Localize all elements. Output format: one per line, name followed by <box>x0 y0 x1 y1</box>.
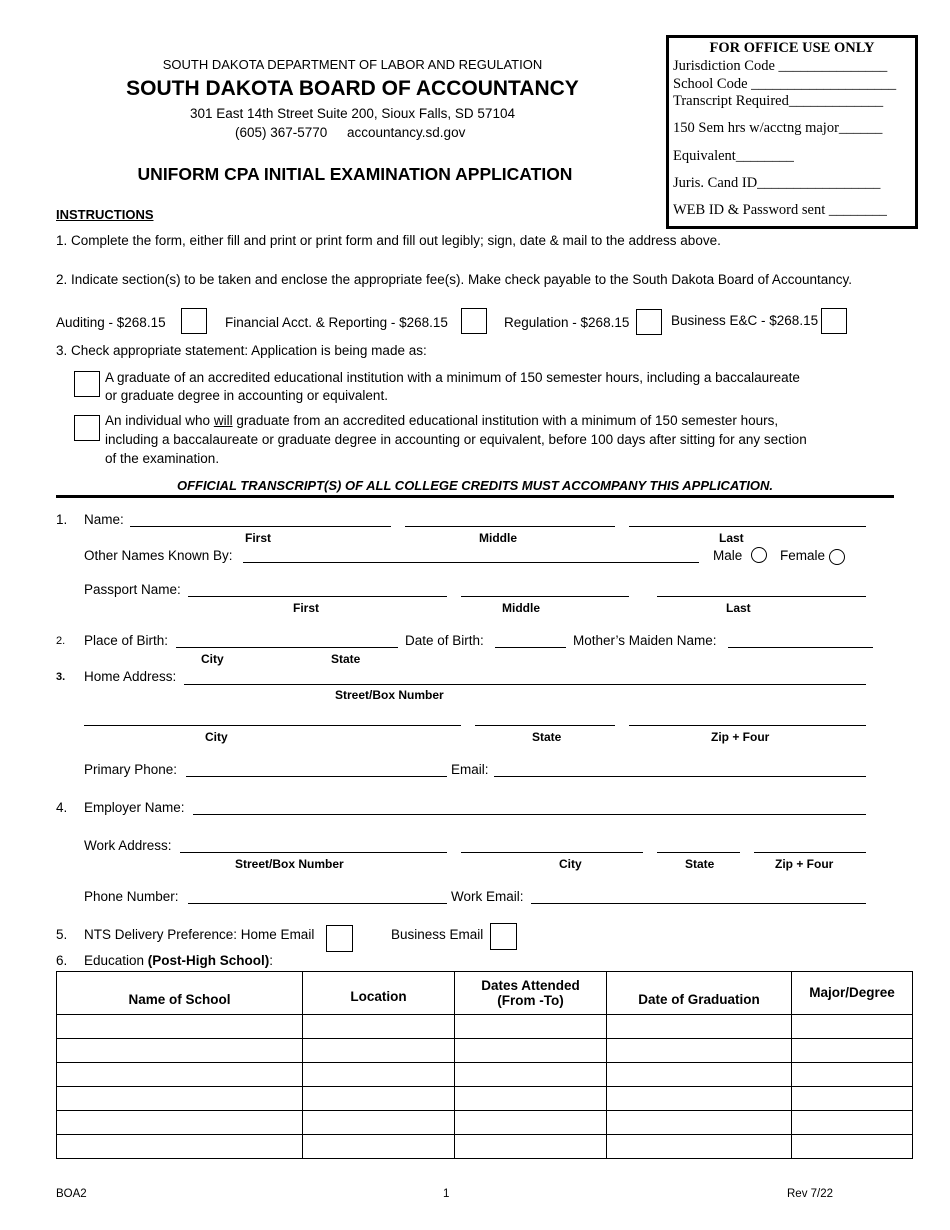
dates-cell[interactable] <box>455 1063 607 1087</box>
last-name-input[interactable] <box>629 526 866 527</box>
passport-last-caption: Last <box>726 601 751 615</box>
work-address-label: Work Address: <box>84 838 172 853</box>
statement-will-graduate-line3: of the examination. <box>105 451 220 466</box>
passport-name-label: Passport Name: <box>84 582 181 597</box>
home-address-label: Home Address: <box>84 669 177 684</box>
col-major-degree: Major/Degree <box>792 972 913 1015</box>
other-names-input[interactable] <box>243 562 699 563</box>
home-street-input[interactable] <box>184 684 866 685</box>
form-title: UNIFORM CPA INITIAL EXAMINATION APPLICATION <box>137 164 573 184</box>
school-cell[interactable] <box>57 1135 303 1159</box>
email-label: Email: <box>451 762 489 777</box>
section-business-checkbox[interactable] <box>821 308 847 334</box>
instruction-1: 1. Complete the form, either fill and print or print form and fill out legibly; sign, date & mail to the address above. <box>56 233 721 248</box>
work-email-label: Work Email: <box>451 889 524 904</box>
office-use-title: FOR OFFICE USE ONLY <box>709 40 875 56</box>
statement-will-graduate-line1 <box>105 413 778 428</box>
location-cell[interactable] <box>303 1063 455 1087</box>
first-name-input[interactable] <box>130 526 391 527</box>
statement-will-graduate-line2: including a baccalaureate or graduate degree in accounting or equivalent, before 100 days after sitting for any section <box>105 432 807 447</box>
instructions-heading: INSTRUCTIONS <box>56 207 154 222</box>
work-city-caption: City <box>559 857 582 871</box>
table-row <box>57 1135 913 1159</box>
footer-revision: Rev 7/22 <box>787 1188 834 1200</box>
office-juris-cand-id: Juris. Cand ID_________________ <box>673 175 881 191</box>
education-label <box>84 953 273 968</box>
office-150-sem-hrs: 150 Sem hrs w/acctng major______ <box>673 120 883 136</box>
item-number-6: 6. <box>56 953 68 968</box>
passport-middle-input[interactable] <box>461 596 629 597</box>
office-school-code: School Code ____________________ <box>673 76 897 92</box>
school-cell[interactable] <box>57 1063 303 1087</box>
footer-page-number: 1 <box>443 1188 450 1200</box>
home-zip-input[interactable] <box>629 725 866 726</box>
item-number-3: 3. <box>56 671 66 683</box>
work-street-caption: Street/Box Number <box>235 857 344 871</box>
instruction-2: 2. Indicate section(s) to be taken and enclose the appropriate fee(s). Make check payable to the South Dakota Board of Accountancy. <box>56 272 852 287</box>
section-far-label: Financial Acct. & Reporting - $268.15 <box>225 315 448 330</box>
board-address: 301 East 14th Street Suite 200, Sioux Falls, SD 57104 <box>190 106 515 121</box>
major-cell[interactable] <box>792 1111 913 1135</box>
passport-last-input[interactable] <box>657 596 866 597</box>
work-street-input[interactable] <box>180 852 447 853</box>
nts-home-email-label: NTS Delivery Preference: Home Email <box>84 927 315 942</box>
section-auditing-label: Auditing - $268.15 <box>56 315 166 330</box>
home-zip-caption: Zip + Four <box>711 730 770 744</box>
education-label-pre: Education <box>84 953 148 968</box>
education-table <box>56 971 913 1159</box>
mothers-maiden-name-input[interactable] <box>728 647 873 648</box>
work-state-caption: State <box>685 857 715 871</box>
section-regulation-label: Regulation - $268.15 <box>504 315 630 330</box>
item-number-2: 2. <box>56 635 66 647</box>
instruction-3: 3. Check appropriate statement: Application is being made as: <box>56 343 427 358</box>
location-cell[interactable] <box>303 1111 455 1135</box>
graduation-cell[interactable] <box>607 1111 792 1135</box>
graduation-cell[interactable] <box>607 1135 792 1159</box>
place-of-birth-label: Place of Birth: <box>84 633 169 648</box>
section-divider <box>56 495 894 498</box>
major-cell[interactable] <box>792 1039 913 1063</box>
home-street-caption: Street/Box Number <box>335 688 444 702</box>
office-web-id-password: WEB ID & Password sent ________ <box>673 202 887 218</box>
middle-caption: Middle <box>479 531 517 545</box>
graduation-cell[interactable] <box>607 1015 792 1039</box>
male-radio[interactable] <box>751 547 767 563</box>
table-row <box>57 1087 913 1111</box>
dates-cell[interactable] <box>455 1135 607 1159</box>
female-radio[interactable] <box>829 549 845 565</box>
phone-number-input[interactable] <box>188 903 447 904</box>
school-cell[interactable] <box>57 1015 303 1039</box>
location-cell[interactable] <box>303 1039 455 1063</box>
statement-will-graduate-pre: An individual who <box>105 413 214 428</box>
primary-phone-input[interactable] <box>186 776 447 777</box>
statement-graduate-checkbox[interactable] <box>74 371 100 397</box>
primary-phone-label: Primary Phone: <box>84 762 178 777</box>
nts-home-email-checkbox[interactable] <box>326 925 353 952</box>
section-business-label: Business E&C - $268.15 <box>671 313 819 328</box>
birth-city-caption: City <box>201 652 224 666</box>
statement-will-graduate-post: graduate from an accredited educational institution with a minimum of 150 semester hours, <box>232 413 779 428</box>
school-cell[interactable] <box>57 1039 303 1063</box>
work-email-input[interactable] <box>531 903 866 904</box>
major-cell[interactable] <box>792 1135 913 1159</box>
location-cell[interactable] <box>303 1087 455 1111</box>
major-cell[interactable] <box>792 1087 913 1111</box>
major-cell[interactable] <box>792 1063 913 1087</box>
dates-cell[interactable] <box>455 1015 607 1039</box>
work-zip-caption: Zip + Four <box>775 857 834 871</box>
passport-first-input[interactable] <box>188 596 447 597</box>
transcript-notice: OFFICIAL TRANSCRIPT(S) OF ALL COLLEGE CREDITS MUST ACCOMPANY THIS APPLICATION. <box>176 478 774 493</box>
name-label: Name: <box>84 512 124 527</box>
col-date-of-graduation: Date of Graduation <box>607 972 792 1015</box>
home-city-caption: City <box>205 730 228 744</box>
nts-business-email-checkbox[interactable] <box>490 923 517 950</box>
home-state-caption: State <box>532 730 562 744</box>
passport-first-caption: First <box>293 601 320 615</box>
date-of-birth-input[interactable] <box>495 647 566 648</box>
education-label-post: : <box>269 953 274 968</box>
nts-business-email-label: Business Email <box>391 927 484 942</box>
mothers-maiden-name-label: Mother’s Maiden Name: <box>573 633 717 648</box>
item-number-1: 1. <box>56 512 68 527</box>
statement-graduate-line2: or graduate degree in accounting or equivalent. <box>105 388 388 403</box>
date-of-birth-label: Date of Birth: <box>405 633 484 648</box>
graduation-cell[interactable] <box>607 1087 792 1111</box>
dates-cell[interactable] <box>455 1039 607 1063</box>
statement-will-underlined: will <box>213 413 233 428</box>
col-name-of-school: Name of School <box>57 972 303 1015</box>
work-state-input[interactable] <box>657 852 740 853</box>
dates-cell[interactable] <box>455 1087 607 1111</box>
item-number-4: 4. <box>56 800 68 815</box>
school-cell[interactable] <box>57 1087 303 1111</box>
statement-graduate-line1: A graduate of an accredited educational institution with a minimum of 150 semester hours, including a baccalaureate <box>105 370 800 385</box>
col-dates-attended <box>455 972 607 1015</box>
last-caption: Last <box>719 531 744 545</box>
home-state-input[interactable] <box>475 725 615 726</box>
item-number-5: 5. <box>56 927 68 942</box>
table-row <box>57 1015 913 1039</box>
office-use-box <box>666 35 918 229</box>
other-names-label: Other Names Known By: <box>84 548 233 563</box>
middle-name-input[interactable] <box>405 526 615 527</box>
work-zip-input[interactable] <box>754 852 866 853</box>
location-cell[interactable] <box>303 1135 455 1159</box>
department-name: SOUTH DAKOTA DEPARTMENT OF LABOR AND REGULATION <box>162 57 543 72</box>
graduation-cell[interactable] <box>607 1063 792 1087</box>
male-label: Male <box>713 548 743 563</box>
board-phone: (605) 367-5770 <box>235 125 328 140</box>
office-jurisdiction-code: Jurisdiction Code _______________ <box>673 58 888 74</box>
section-auditing-checkbox[interactable] <box>181 308 207 334</box>
location-cell[interactable] <box>303 1015 455 1039</box>
employer-name-label: Employer Name: <box>84 800 185 815</box>
work-city-input[interactable] <box>461 852 643 853</box>
education-header-row <box>57 972 913 1015</box>
education-label-bold: (Post-High School) <box>147 953 270 968</box>
first-caption: First <box>245 531 272 545</box>
statement-will-graduate-checkbox[interactable] <box>74 415 100 441</box>
office-transcript-required: Transcript Required_____________ <box>673 93 884 109</box>
phone-number-label: Phone Number: <box>84 889 179 904</box>
footer-form-id: BOA2 <box>56 1188 87 1200</box>
section-far-checkbox[interactable] <box>461 308 487 334</box>
major-cell[interactable] <box>792 1015 913 1039</box>
section-regulation-checkbox[interactable] <box>636 309 662 335</box>
email-input[interactable] <box>494 776 866 777</box>
board-website[interactable]: accountancy.sd.gov <box>347 125 466 140</box>
school-cell[interactable] <box>57 1111 303 1135</box>
board-name: SOUTH DAKOTA BOARD OF ACCOUNTANCY <box>126 77 579 100</box>
employer-name-input[interactable] <box>193 814 866 815</box>
place-of-birth-input[interactable] <box>176 647 398 648</box>
female-label: Female <box>780 548 826 563</box>
home-city-input[interactable] <box>84 725 461 726</box>
dates-from-to-label: (From -To) <box>497 993 564 1008</box>
col-location: Location <box>303 972 455 1015</box>
dates-attended-label: Dates Attended <box>481 978 580 993</box>
table-row <box>57 1111 913 1135</box>
dates-cell[interactable] <box>455 1111 607 1135</box>
table-row <box>57 1063 913 1087</box>
office-equivalent: Equivalent________ <box>673 148 794 164</box>
birth-state-caption: State <box>331 652 361 666</box>
passport-middle-caption: Middle <box>502 601 540 615</box>
graduation-cell[interactable] <box>607 1039 792 1063</box>
table-row <box>57 1039 913 1063</box>
